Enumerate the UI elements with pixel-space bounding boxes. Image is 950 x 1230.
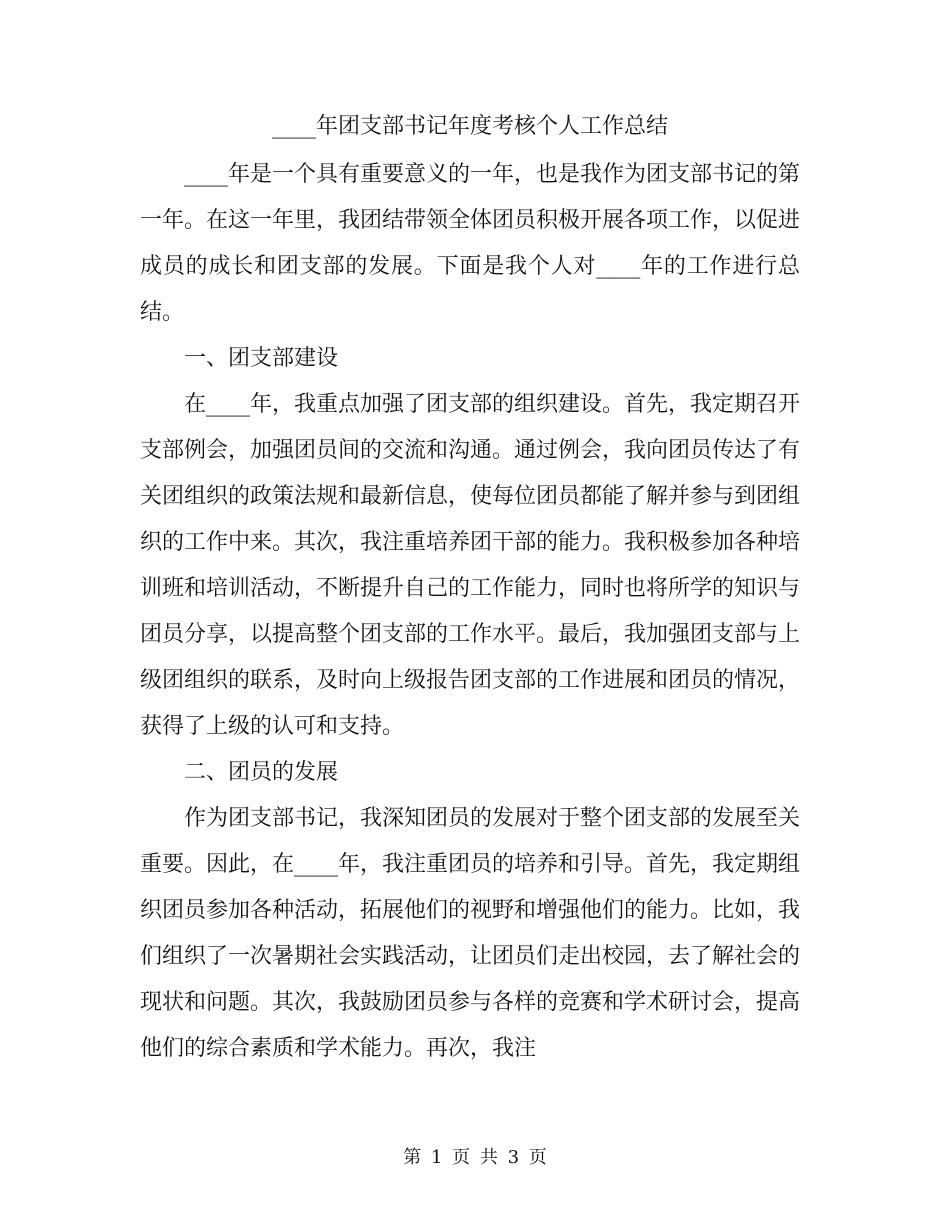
section-paragraph-member-development: 作为团支部书记，我深知团员的发展对于整个团支部的发展至关重要。因此，在____年，我注重团员的培养和引导。首先，我定期组织团员参加各种活动，拓展他们的视野和增强他们的能力。比如，我们组织了一次暑期社会实践活动，让团员们走出校园，去了解社会的现状和问题。其次，我鼓励团员参与各样的竞赛和学术研讨会，提高他们的综合素质和学术能力。再次，我注 [140, 806, 801, 1061]
section-heading-member-development: 二、团员的发展 [184, 760, 339, 785]
document-body [140, 102, 800, 1072]
section-heading-branch-building: 一、团支部建设 [184, 346, 339, 371]
intro-paragraph: ____年是一个具有重要意义的一年，也是我作为团支部书记的第一年。在这一年里，我团结带领全体团员积极开展各项工作，以促进成员的成长和团支部的发展。下面是我个人对____年的工作进行总结。 [140, 162, 801, 325]
document-title: ____年团支部书记年度考核个人工作总结 [271, 114, 668, 139]
page-number-footer: 第 1 页 共 3 页 [403, 1147, 547, 1168]
section-paragraph-branch-building: 在____年，我重点加强了团支部的组织建设。首先，我定期召开支部例会，加强团员间的交流和沟通。通过例会，我向团员传达了有关团组织的政策法规和最新信息，使每位团员都能了解并参与到团组织的工作中来。其次，我注重培养团干部的能力。我积极参加各种培训班和培训活动，不断提升自己的工作能力，同时也将所学的知识与团员分享，以提高整个团支部的工作水平。最后，我加强团支部与上级团组织的联系，及时向上级报告团支部的工作进展和团员的情况，获得了上级的认可和支持。 [140, 392, 801, 739]
